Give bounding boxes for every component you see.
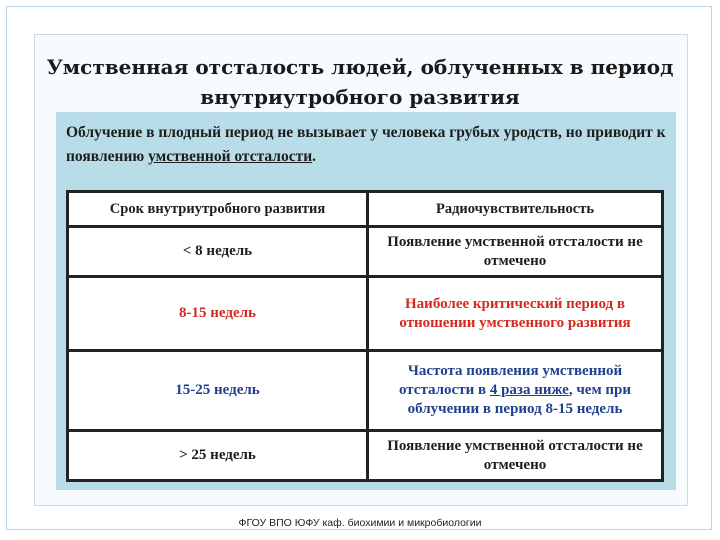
effect-cell-critical: Наиболее критический период в отношении умственного развития xyxy=(368,277,663,351)
effect-cell: Появление умственной отсталости не отмечено xyxy=(368,431,663,481)
intro-text-part: Облучение в плодный период не вызывает у человека грубых уродств, но приводит к появлению xyxy=(66,124,666,165)
effect-underlined: 4 раза ниже xyxy=(489,382,569,398)
effect-cell xyxy=(368,351,663,431)
table-header-row xyxy=(68,192,663,227)
intro-text-end: . xyxy=(312,148,317,165)
table-row xyxy=(68,277,663,351)
effect-text-end: , чем при облучении в период 8-15 недель xyxy=(407,382,632,417)
slide-title: Умственная отсталость людей, облученных в период внутриутробного развития xyxy=(46,55,674,109)
footer-text: ФГОУ ВПО ЮФУ каф. биохимии и микробиологии xyxy=(238,517,482,529)
intro-underlined-term: умственной отсталости xyxy=(148,148,313,165)
header-period: Срок внутриутробного развития xyxy=(68,192,368,227)
intro-text xyxy=(66,121,666,169)
period-cell: > 25 недель xyxy=(68,431,368,481)
effect-text: Частота появления умственной отсталости в xyxy=(398,363,623,398)
table-row xyxy=(68,227,663,277)
radiosensitivity-table xyxy=(66,190,664,482)
effect-cell: Появление умственной отсталости не отмечено xyxy=(368,227,663,277)
period-cell: 15-25 недель xyxy=(68,351,368,431)
table-row xyxy=(68,351,663,431)
header-sensitivity: Радиочувствительность xyxy=(368,192,663,227)
period-cell-critical: 8-15 недель xyxy=(68,277,368,351)
period-cell: < 8 недель xyxy=(68,227,368,277)
table-row xyxy=(68,431,663,481)
